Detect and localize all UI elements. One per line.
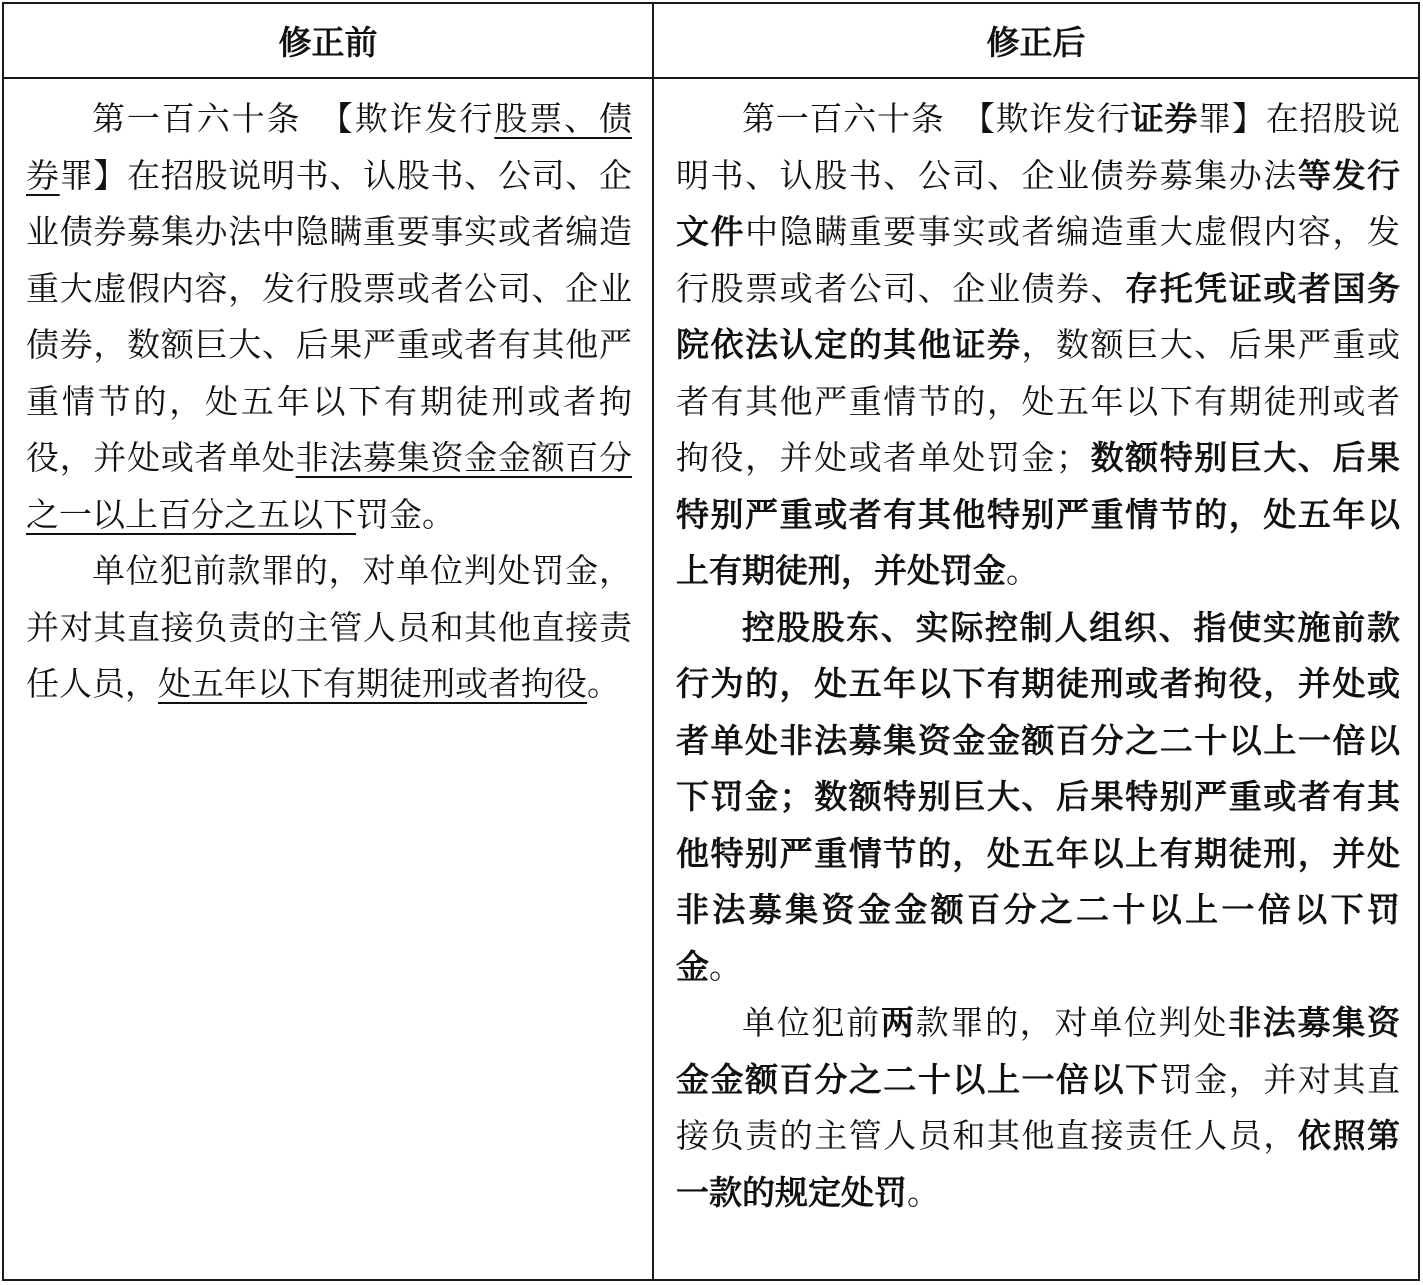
text-run: 。	[907, 1172, 940, 1212]
text-run: 。	[709, 946, 742, 986]
before-paragraph-2	[26, 543, 632, 713]
text-run: 单位犯前款罪的，对单位判处罚金，并对其直接负责的主管人员和其他直接责任人员，	[26, 551, 632, 703]
text-run: 罚金。	[356, 494, 455, 534]
deleted-text: 非法募集资金金额百分之一以上百分之五以下	[26, 438, 633, 534]
after-paragraph-1	[676, 91, 1400, 600]
added-text: 存托凭证或者国务院依法认定的其他证券	[676, 268, 1401, 364]
before-cell	[26, 91, 632, 713]
after-cell	[676, 91, 1400, 1221]
column-divider	[652, 4, 654, 1279]
text-run: ，数额巨大、后果严重或者有其他严重情节的，处五年以下有期徒刑或者拘役，并处或者单处罚金；	[676, 325, 1401, 477]
text-run: 罚金，并对其直接负责的主管人员和其他直接责任人员，	[676, 1059, 1401, 1155]
text-run: 罪】在招股说明书、认股书、公司、企业债券募集办法中隐瞒重要事实或者编造重大虚假内容，发行股票或者公司、企业债券，数额巨大、后果严重或者有其他严重情节的，处五年以下有期徒刑或者拘役，并处或者单处	[26, 155, 633, 477]
before-paragraph-1	[26, 91, 632, 543]
deleted-text: 处五年以下有期徒刑或者拘役	[158, 664, 587, 703]
added-text: 非法募集资金金额百分之二十以上一倍以下	[676, 1003, 1401, 1099]
text-run: 罪】在招股说明书、认股书、公司、企业债券募集办法	[676, 99, 1401, 195]
added-text: 数额特别巨大、后果特别严重或者有其他特别严重情节的，处五年以上有期徒刑，并处罚金	[676, 438, 1401, 590]
text-run: 款罪的，对单位判处	[915, 1003, 1229, 1042]
after-paragraph-2	[676, 600, 1400, 996]
header-after: 修正后	[986, 23, 1086, 62]
text-run: 中隐瞒重要事实或者编造重大虚假内容，发行股票或者公司、企业债券、	[676, 212, 1401, 308]
added-text: 控股股东、实际控制人组织、指使实施前款行为的，处五年以下有期徒刑或者拘役，并处或者单处非法募集资金金额百分之二十以上一倍以下罚金；数额特别巨大、后果特别严重或者有其他特别严重情节的，处五年以上有期徒刑，并处非法募集资金金额百分之二十以上一倍以下罚金	[676, 607, 1400, 986]
header-before: 修正前	[278, 23, 378, 62]
deleted-text: 股票、债券	[26, 99, 633, 195]
added-text: 等发行文件	[676, 155, 1401, 251]
added-text: 两	[880, 1003, 916, 1042]
text-run: 第一百六十条 【欺诈发行	[742, 99, 1131, 138]
added-text: 依照第一款的规定处罚	[676, 1116, 1401, 1212]
after-paragraph-3	[676, 995, 1400, 1221]
text-run: 第一百六十条 【欺诈发行	[92, 99, 495, 138]
header-divider	[4, 77, 1418, 79]
text-run: 。	[587, 664, 620, 703]
text-run: 。	[1006, 551, 1039, 590]
comparison-table	[2, 2, 1420, 1281]
text-run: 单位犯前	[742, 1003, 881, 1042]
added-text: 证券	[1130, 99, 1199, 138]
